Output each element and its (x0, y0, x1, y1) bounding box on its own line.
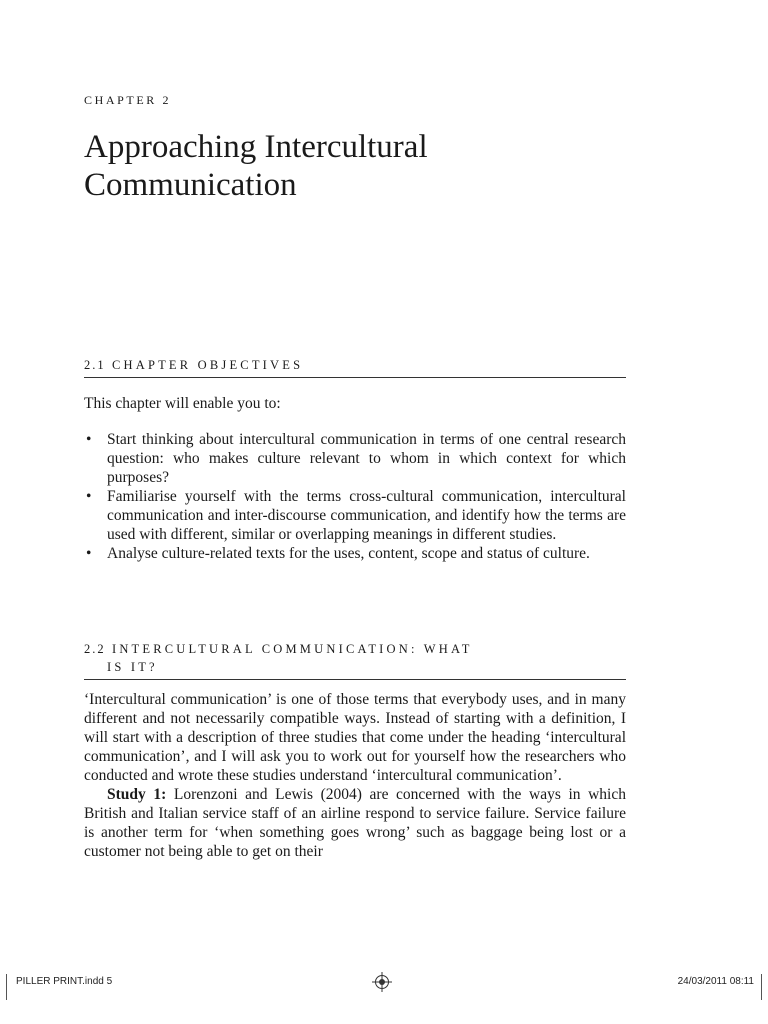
paragraph: ‘Intercultural communication’ is one of those terms that everybody uses, and in many different and not necessarily compatible ways. Instead of starting with a definition, I will start with a description of three studies that come under the heading ‘intercultural communication’, and I will ask you to work out for yourself how the researchers who conducted and wrote these studies understand ‘intercultural communication’. (84, 691, 626, 784)
print-datetime: 24/03/2011 08:11 (677, 976, 754, 987)
print-footer (0, 974, 768, 990)
objective-text: Familiarise yourself with the terms cross-cultural communication, intercultural communication and inter-discourse communication, and identify how the terms are used with different, similar or overlapping meanings in different studies. (107, 488, 626, 543)
body-text (84, 690, 626, 861)
chapter-title (84, 128, 626, 204)
crop-mark (6, 974, 7, 1000)
section-heading-intercultural (84, 640, 626, 680)
section-number: 2.1 (84, 358, 106, 372)
section-number: 2.2 (84, 642, 106, 656)
paragraph (84, 785, 626, 861)
study-label: Study 1: (107, 786, 167, 803)
section-title-line-2: IS IT? (107, 660, 158, 674)
crop-mark (761, 974, 762, 1000)
list-item (84, 487, 626, 544)
bullet-icon: • (86, 545, 92, 562)
paragraph-text: Lorenzoni and Lewis (2004) are concerned with the ways in which British and Italian service staff of an airline respond to service failure. Service failure is another term for ‘when something goes wrong’ such as baggage being lost or a customer not being able to get on their (84, 786, 626, 860)
section-title: CHAPTER OBJECTIVES (111, 358, 304, 372)
section-heading-objectives (84, 356, 626, 378)
objectives-intro: This chapter will enable you to: (84, 395, 281, 412)
registration-mark-icon (372, 972, 392, 992)
objective-text: Start thinking about intercultural communication in terms of one central research question: who makes culture relevant to whom in which context for which purposes? (107, 431, 626, 486)
objectives-list (84, 430, 626, 563)
objective-text: Analyse culture-related texts for the uses, content, scope and status of culture. (107, 545, 590, 562)
list-item (84, 544, 626, 563)
bullet-icon: • (86, 488, 92, 505)
section-title-line-1: INTERCULTURAL COMMUNICATION: WHAT (111, 642, 473, 656)
chapter-label: CHAPTER 2 (84, 93, 172, 107)
file-name: PILLER PRINT.indd 5 (16, 976, 113, 987)
chapter-title-line-1: Approaching Intercultural (84, 129, 428, 165)
bullet-icon: • (86, 431, 92, 448)
chapter-title-line-2: Communication (84, 167, 297, 203)
list-item (84, 430, 626, 487)
